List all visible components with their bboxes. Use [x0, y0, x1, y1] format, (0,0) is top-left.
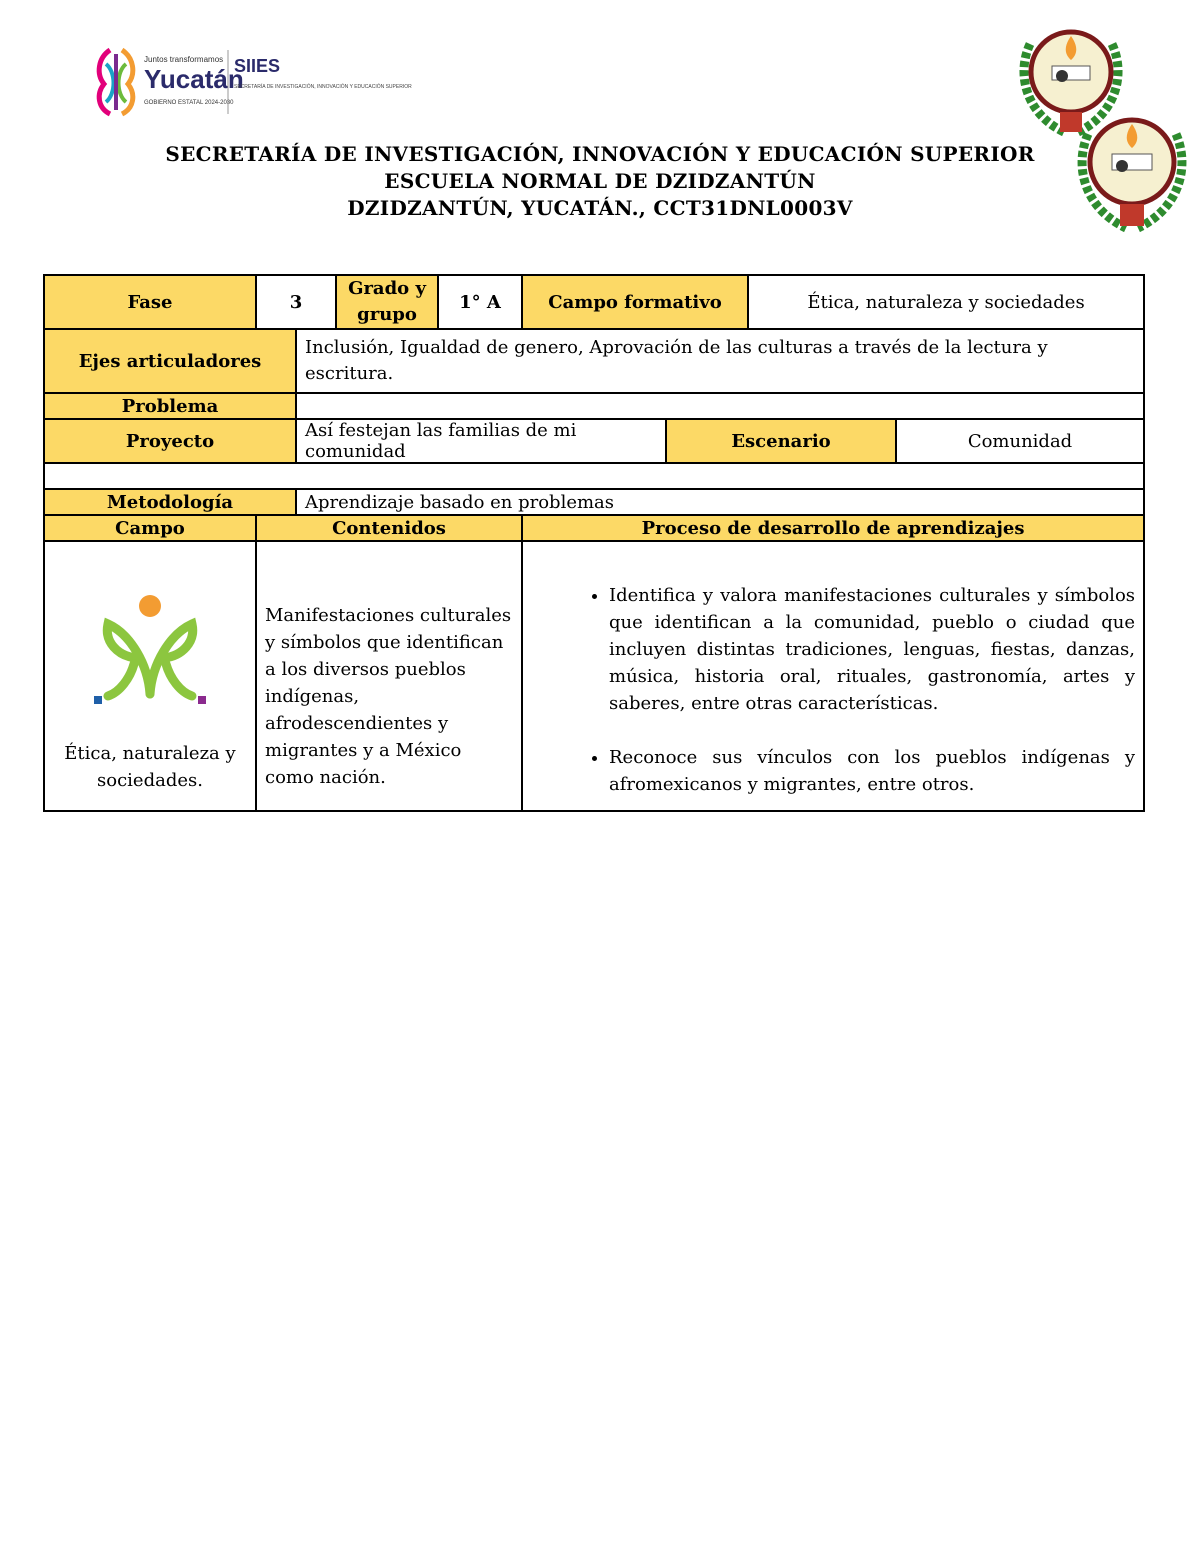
grado-label: Grado y grupo: [336, 275, 438, 329]
blank-row-cell: [44, 463, 1144, 489]
ejes-value: Inclusión, Igualdad de genero, Aprovación de las culturas a través de la lectura y escritura.: [296, 329, 1144, 393]
etica-naturaleza-sociedades-icon: [90, 594, 210, 710]
contenidos-value: Manifestaciones culturales y símbolos que identifican a los diversos pueblos indígenas, afrodescendientes y migrantes y a México como nación.: [265, 604, 512, 788]
problema-label: Problema: [44, 393, 296, 419]
yucatan-sub: GOBIERNO ESTATAL 2024-2030: [144, 100, 234, 106]
problema-value: [296, 393, 1144, 419]
proceso-list: [531, 582, 1135, 798]
planning-table: [43, 274, 1145, 812]
proyecto-value: Así festejan las familias de mi comunidad: [296, 419, 666, 463]
column-header-proceso: Proceso de desarrollo de aprendizajes: [522, 515, 1144, 541]
metodologia-value: Aprendizaje basado en problemas: [296, 489, 1144, 515]
yucatan-name: Yucatán: [144, 64, 244, 94]
column-header-campo: Campo: [44, 515, 256, 541]
list-item: • Identifica y valora manifestaciones culturales y símbolos que identifican a la comunidad, pueblo o ciudad que incluyen distintas tradiciones, lenguas, fiestas, danzas, música, historia oral, rituales, gastronomía, artes y saberes, entre otras características.: [609, 582, 1135, 717]
yucatan-tagline: Juntos transformamos: [144, 55, 224, 64]
table-row: [44, 275, 1144, 329]
siies-sub: SECRETARÍA DE INVESTIGACIÓN, INNOVACIÓN Y EDUCACIÓN SUPERIOR: [234, 84, 412, 90]
grado-value: 1° A: [438, 275, 522, 329]
fase-label: Fase: [44, 275, 256, 329]
campo-cell: [44, 541, 256, 811]
list-item: • Reconoce sus vínculos con los pueblos indígenas y afromexicanos y migrantes, entre otros.: [609, 744, 1135, 798]
siies-name: SIIES: [234, 56, 281, 76]
table-row: [44, 329, 1144, 393]
header-escuela: ESCUELA NORMAL DE DZIDZANTÚN: [384, 169, 816, 193]
table-row: [44, 419, 1144, 463]
table-row: [44, 515, 1144, 541]
proyecto-label: Proyecto: [44, 419, 296, 463]
contenidos-cell: [256, 541, 522, 811]
yucatan-siies-logo: [92, 44, 412, 118]
table-row: [44, 463, 1144, 489]
escenario-label: Escenario: [666, 419, 896, 463]
header-secretaria: SECRETARÍA DE INVESTIGACIÓN, INNOVACIÓN Y EDUCACIÓN SUPERIOR: [165, 142, 1035, 166]
table-row: [44, 393, 1144, 419]
column-header-contenidos: Contenidos: [256, 515, 522, 541]
campo-formativo-value: Ética, naturaleza y sociedades: [748, 275, 1144, 329]
campo-formativo-label: Campo formativo: [522, 275, 748, 329]
ejes-label: Ejes articuladores: [44, 329, 296, 393]
campo-value: Ética, naturaleza y sociedades.: [64, 743, 236, 791]
table-row: [44, 489, 1144, 515]
yucatan-emblem-icon: [99, 50, 133, 114]
escenario-value: Comunidad: [896, 419, 1144, 463]
metodologia-label: Metodología: [44, 489, 296, 515]
fase-value: 3: [256, 275, 336, 329]
proceso-cell: [522, 541, 1144, 811]
table-row: [44, 541, 1144, 811]
header-location-cct: DZIDZANTÚN, YUCATÁN., CCT31DNL0003V: [347, 196, 853, 220]
